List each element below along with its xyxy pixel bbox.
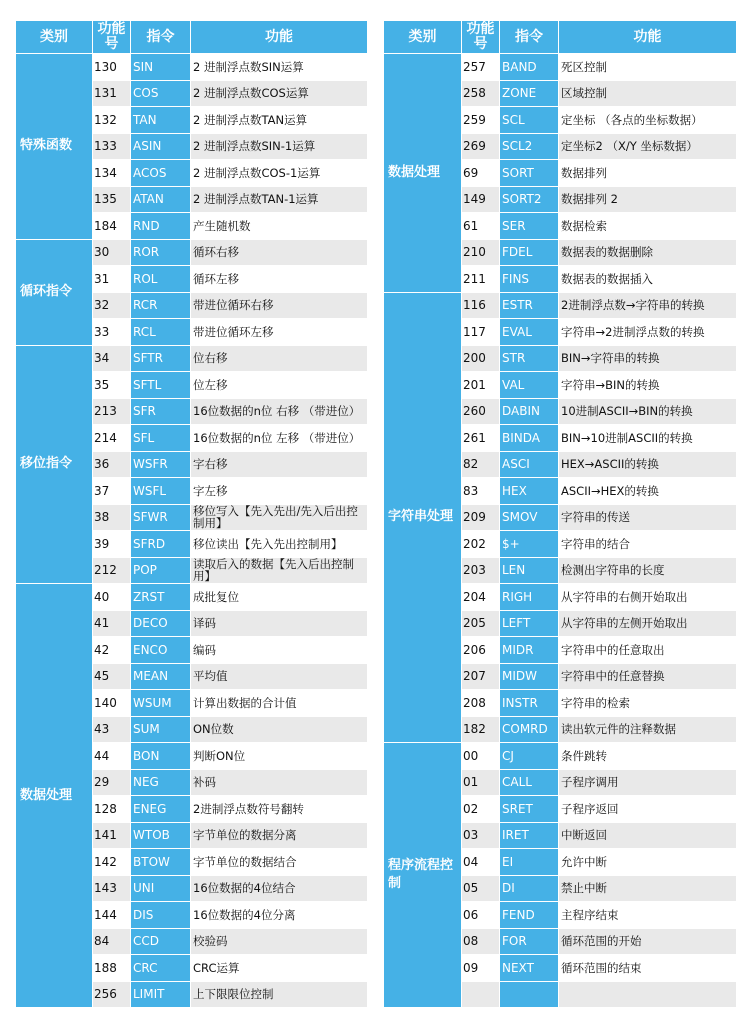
category-cell: 循环指令	[16, 239, 93, 345]
mnemonic-cell: SFRD	[131, 531, 191, 558]
header-mnemonic: 指令	[131, 21, 191, 54]
function-description-cell: 中断返回	[559, 822, 737, 849]
function-description-cell: 编码	[191, 637, 368, 664]
function-number-cell: 09	[462, 955, 500, 982]
function-description-cell: 2 进制浮点数SIN-1运算	[191, 133, 368, 160]
function-description-cell: 数据排列 2	[559, 186, 737, 213]
function-number-cell: 30	[93, 239, 131, 266]
function-number-cell: 61	[462, 213, 500, 240]
mnemonic-cell: WTOB	[131, 822, 191, 849]
function-description-cell: 主程序结束	[559, 902, 737, 929]
mnemonic-cell: CALL	[500, 769, 559, 796]
mnemonic-cell: ROR	[131, 239, 191, 266]
mnemonic-cell: SFR	[131, 398, 191, 425]
function-number-cell: 144	[93, 902, 131, 929]
category-cell: 数据处理	[16, 584, 93, 1008]
function-description-cell: 移位读出【先入先出控制用】	[191, 531, 368, 558]
mnemonic-cell: LEN	[500, 557, 559, 584]
function-description-cell: 补码	[191, 769, 368, 796]
function-description-cell: 子程序返回	[559, 796, 737, 823]
table-row	[16, 239, 368, 266]
mnemonic-cell: ASCI	[500, 451, 559, 478]
function-number-cell: 06	[462, 902, 500, 929]
mnemonic-cell: ATAN	[131, 186, 191, 213]
function-description-cell: 条件跳转	[559, 743, 737, 770]
function-number-cell: 45	[93, 663, 131, 690]
mnemonic-cell: TAN	[131, 107, 191, 134]
table-row	[384, 743, 737, 770]
mnemonic-cell: CRC	[131, 955, 191, 982]
function-number-cell: 83	[462, 478, 500, 505]
function-description-cell: 数据检索	[559, 213, 737, 240]
function-description-cell: 成批复位	[191, 584, 368, 611]
function-description-cell: 死区控制	[559, 54, 737, 81]
function-number-cell	[462, 981, 500, 1008]
category-cell: 程序流程控制	[384, 743, 462, 1008]
header-mnemonic: 指令	[500, 21, 559, 54]
function-number-cell: 256	[93, 981, 131, 1008]
function-number-cell: 201	[462, 372, 500, 399]
function-description-cell: 16位数据的4位分离	[191, 902, 368, 929]
mnemonic-cell: $+	[500, 531, 559, 558]
function-number-cell: 130	[93, 54, 131, 81]
function-description-cell: 循环范围的结束	[559, 955, 737, 982]
function-number-cell: 131	[93, 80, 131, 107]
function-description-cell: 字符串的检索	[559, 690, 737, 717]
function-description-cell: 2 进制浮点数TAN-1运算	[191, 186, 368, 213]
mnemonic-cell: ACOS	[131, 160, 191, 187]
function-number-cell: 84	[93, 928, 131, 955]
function-description-cell: 字左移	[191, 478, 368, 505]
mnemonic-cell: ROL	[131, 266, 191, 293]
function-number-cell: 40	[93, 584, 131, 611]
function-number-cell: 182	[462, 716, 500, 743]
function-number-cell: 214	[93, 425, 131, 452]
function-description-cell: 循环范围的开始	[559, 928, 737, 955]
function-description-cell: 数据排列	[559, 160, 737, 187]
mnemonic-cell: CCD	[131, 928, 191, 955]
function-description-cell: 允许中断	[559, 849, 737, 876]
function-description-cell: BIN→10进制ASCII的转换	[559, 425, 737, 452]
mnemonic-cell: ZONE	[500, 80, 559, 107]
function-number-cell: 02	[462, 796, 500, 823]
function-description-cell: 上下限限位控制	[191, 981, 368, 1008]
function-number-cell: 134	[93, 160, 131, 187]
function-number-cell: 213	[93, 398, 131, 425]
left-header-row	[16, 21, 368, 54]
function-description-cell: 字符串的结合	[559, 531, 737, 558]
mnemonic-cell: BAND	[500, 54, 559, 81]
table-row	[16, 54, 368, 81]
function-description-cell: 数据表的数据插入	[559, 266, 737, 293]
function-description-cell: 区域控制	[559, 80, 737, 107]
mnemonic-cell: SFL	[131, 425, 191, 452]
mnemonic-cell: CJ	[500, 743, 559, 770]
left-instruction-table	[15, 20, 368, 1008]
mnemonic-cell: SMOV	[500, 504, 559, 531]
mnemonic-cell: UNI	[131, 875, 191, 902]
function-description-cell: 2 进制浮点数COS运算	[191, 80, 368, 107]
mnemonic-cell: POP	[131, 557, 191, 584]
function-description-cell: 字符串中的任意替换	[559, 663, 737, 690]
mnemonic-cell: EI	[500, 849, 559, 876]
mnemonic-cell: SCL	[500, 107, 559, 134]
category-cell: 特殊函数	[16, 54, 93, 240]
mnemonic-cell: NEXT	[500, 955, 559, 982]
function-number-cell: 33	[93, 319, 131, 346]
function-description-cell	[559, 981, 737, 1008]
function-number-cell: 259	[462, 107, 500, 134]
mnemonic-cell: IRET	[500, 822, 559, 849]
right-header-row	[384, 21, 737, 54]
function-description-cell: 子程序调用	[559, 769, 737, 796]
mnemonic-cell: VAL	[500, 372, 559, 399]
table-row	[384, 54, 737, 81]
right-table-body	[384, 54, 737, 1008]
function-number-cell: 203	[462, 557, 500, 584]
function-number-cell: 205	[462, 610, 500, 637]
function-description-cell: 读取后入的数据【先入后出控制用】	[191, 557, 368, 584]
function-number-cell: 207	[462, 663, 500, 690]
mnemonic-cell: COMRD	[500, 716, 559, 743]
mnemonic-cell: SUM	[131, 716, 191, 743]
right-instruction-table	[383, 20, 737, 1008]
function-number-cell: 04	[462, 849, 500, 876]
mnemonic-cell: SFTR	[131, 345, 191, 372]
mnemonic-cell: RCL	[131, 319, 191, 346]
function-number-cell: 36	[93, 451, 131, 478]
mnemonic-cell: WSFR	[131, 451, 191, 478]
mnemonic-cell: DECO	[131, 610, 191, 637]
mnemonic-cell: ASIN	[131, 133, 191, 160]
mnemonic-cell: MEAN	[131, 663, 191, 690]
function-number-cell: 142	[93, 849, 131, 876]
mnemonic-cell: BTOW	[131, 849, 191, 876]
function-number-cell: 209	[462, 504, 500, 531]
function-description-cell: 校验码	[191, 928, 368, 955]
function-description-cell: 循环右移	[191, 239, 368, 266]
function-number-cell: 258	[462, 80, 500, 107]
mnemonic-cell: RCR	[131, 292, 191, 319]
function-description-cell: 16位数据的n位 右移 （带进位）	[191, 398, 368, 425]
function-description-cell: 带进位循环右移	[191, 292, 368, 319]
function-number-cell: 132	[93, 107, 131, 134]
table-row	[16, 345, 368, 372]
mnemonic-cell: ENCO	[131, 637, 191, 664]
function-description-cell: 字符串→2进制浮点数的转换	[559, 319, 737, 346]
function-number-cell: 44	[93, 743, 131, 770]
function-number-cell: 32	[93, 292, 131, 319]
function-description-cell: 2 进制浮点数TAN运算	[191, 107, 368, 134]
category-cell: 数据处理	[384, 54, 462, 293]
function-number-cell: 204	[462, 584, 500, 611]
function-description-cell: 2 进制浮点数SIN运算	[191, 54, 368, 81]
mnemonic-cell: NEG	[131, 769, 191, 796]
mnemonic-cell: FEND	[500, 902, 559, 929]
mnemonic-cell: DIS	[131, 902, 191, 929]
mnemonic-cell: LIMIT	[131, 981, 191, 1008]
mnemonic-cell: ENEG	[131, 796, 191, 823]
function-number-cell: 206	[462, 637, 500, 664]
function-description-cell: 禁止中断	[559, 875, 737, 902]
function-number-cell: 116	[462, 292, 500, 319]
function-number-cell: 01	[462, 769, 500, 796]
function-description-cell: 16位数据的n位 左移 （带进位）	[191, 425, 368, 452]
mnemonic-cell: INSTR	[500, 690, 559, 717]
function-description-cell: 位右移	[191, 345, 368, 372]
function-description-cell: 读出软元件的注释数据	[559, 716, 737, 743]
function-number-cell: 31	[93, 266, 131, 293]
function-number-cell: 34	[93, 345, 131, 372]
function-number-cell: 261	[462, 425, 500, 452]
function-description-cell: ON位数	[191, 716, 368, 743]
function-number-cell: 08	[462, 928, 500, 955]
function-number-cell: 128	[93, 796, 131, 823]
category-cell: 字符串处理	[384, 292, 462, 743]
mnemonic-cell: MIDR	[500, 637, 559, 664]
function-number-cell: 133	[93, 133, 131, 160]
function-number-cell: 143	[93, 875, 131, 902]
function-description-cell: 带进位循环左移	[191, 319, 368, 346]
function-description-cell: 平均值	[191, 663, 368, 690]
header-function: 功能	[559, 21, 737, 54]
function-description-cell: 字节单位的数据分离	[191, 822, 368, 849]
function-description-cell: 字符串→BIN的转换	[559, 372, 737, 399]
function-description-cell: 字节单位的数据结合	[191, 849, 368, 876]
category-cell: 移位指令	[16, 345, 93, 584]
mnemonic-cell: FOR	[500, 928, 559, 955]
mnemonic-cell: FDEL	[500, 239, 559, 266]
mnemonic-cell: WSUM	[131, 690, 191, 717]
function-number-cell: 211	[462, 266, 500, 293]
mnemonic-cell: LEFT	[500, 610, 559, 637]
mnemonic-cell: SORT2	[500, 186, 559, 213]
function-description-cell: 移位写入【先入先出/先入后出控制用】	[191, 504, 368, 531]
function-number-cell: 202	[462, 531, 500, 558]
header-category: 类别	[384, 21, 462, 54]
function-number-cell: 39	[93, 531, 131, 558]
function-description-cell: BIN→字符串的转换	[559, 345, 737, 372]
function-number-cell: 29	[93, 769, 131, 796]
function-number-cell: 43	[93, 716, 131, 743]
function-number-cell: 141	[93, 822, 131, 849]
header-category: 类别	[16, 21, 93, 54]
mnemonic-cell: SFTL	[131, 372, 191, 399]
mnemonic-cell: RIGH	[500, 584, 559, 611]
function-number-cell: 208	[462, 690, 500, 717]
header-number: 功能号	[93, 21, 131, 54]
function-number-cell: 257	[462, 54, 500, 81]
function-description-cell: 字符串的传送	[559, 504, 737, 531]
function-description-cell: 位左移	[191, 372, 368, 399]
function-number-cell: 210	[462, 239, 500, 266]
mnemonic-cell: HEX	[500, 478, 559, 505]
function-description-cell: 计算出数据的合计值	[191, 690, 368, 717]
mnemonic-cell: BINDA	[500, 425, 559, 452]
function-description-cell: 2进制浮点数符号翻转	[191, 796, 368, 823]
function-number-cell: 69	[462, 160, 500, 187]
mnemonic-cell: SORT	[500, 160, 559, 187]
table-row	[16, 584, 368, 611]
function-description-cell: 字右移	[191, 451, 368, 478]
function-number-cell: 188	[93, 955, 131, 982]
function-number-cell: 269	[462, 133, 500, 160]
mnemonic-cell: DI	[500, 875, 559, 902]
mnemonic-cell: RND	[131, 213, 191, 240]
function-number-cell: 200	[462, 345, 500, 372]
function-description-cell: 数据表的数据删除	[559, 239, 737, 266]
function-description-cell: 产生随机数	[191, 213, 368, 240]
header-number: 功能号	[462, 21, 500, 54]
mnemonic-cell: STR	[500, 345, 559, 372]
function-description-cell: 循环左移	[191, 266, 368, 293]
mnemonic-cell: SRET	[500, 796, 559, 823]
function-number-cell: 35	[93, 372, 131, 399]
function-description-cell: 2进制浮点数→字符串的转换	[559, 292, 737, 319]
function-description-cell: 定坐标 （各点的坐标数据）	[559, 107, 737, 134]
mnemonic-cell: SFWR	[131, 504, 191, 531]
function-number-cell: 140	[93, 690, 131, 717]
mnemonic-cell: DABIN	[500, 398, 559, 425]
mnemonic-cell: SIN	[131, 54, 191, 81]
function-number-cell: 37	[93, 478, 131, 505]
function-description-cell: 从字符串的左侧开始取出	[559, 610, 737, 637]
function-description-cell: ASCII→HEX的转换	[559, 478, 737, 505]
function-number-cell: 149	[462, 186, 500, 213]
function-number-cell: 41	[93, 610, 131, 637]
function-number-cell: 42	[93, 637, 131, 664]
function-description-cell: 从字符串的右侧开始取出	[559, 584, 737, 611]
mnemonic-cell: ESTR	[500, 292, 559, 319]
mnemonic-cell: EVAL	[500, 319, 559, 346]
function-description-cell: 译码	[191, 610, 368, 637]
mnemonic-cell: SER	[500, 213, 559, 240]
function-description-cell: 16位数据的4位结合	[191, 875, 368, 902]
function-number-cell: 212	[93, 557, 131, 584]
mnemonic-cell	[500, 981, 559, 1008]
table-row	[384, 292, 737, 319]
mnemonic-cell: COS	[131, 80, 191, 107]
function-description-cell: 2 进制浮点数COS-1运算	[191, 160, 368, 187]
mnemonic-cell: BON	[131, 743, 191, 770]
function-number-cell: 184	[93, 213, 131, 240]
function-number-cell: 260	[462, 398, 500, 425]
mnemonic-cell: SCL2	[500, 133, 559, 160]
mnemonic-cell: FINS	[500, 266, 559, 293]
function-description-cell: 10进制ASCII→BIN的转换	[559, 398, 737, 425]
function-description-cell: 判断ON位	[191, 743, 368, 770]
function-description-cell: 字符串中的任意取出	[559, 637, 737, 664]
function-number-cell: 135	[93, 186, 131, 213]
header-function: 功能	[191, 21, 368, 54]
left-table-body	[16, 54, 368, 1008]
function-description-cell: 检测出字符串的长度	[559, 557, 737, 584]
function-number-cell: 03	[462, 822, 500, 849]
function-number-cell: 00	[462, 743, 500, 770]
function-number-cell: 05	[462, 875, 500, 902]
function-description-cell: HEX→ASCII的转换	[559, 451, 737, 478]
function-description-cell: CRC运算	[191, 955, 368, 982]
mnemonic-cell: ZRST	[131, 584, 191, 611]
function-description-cell: 定坐标2 （X/Y 坐标数据）	[559, 133, 737, 160]
function-number-cell: 117	[462, 319, 500, 346]
mnemonic-cell: MIDW	[500, 663, 559, 690]
mnemonic-cell: WSFL	[131, 478, 191, 505]
function-number-cell: 82	[462, 451, 500, 478]
function-number-cell: 38	[93, 504, 131, 531]
